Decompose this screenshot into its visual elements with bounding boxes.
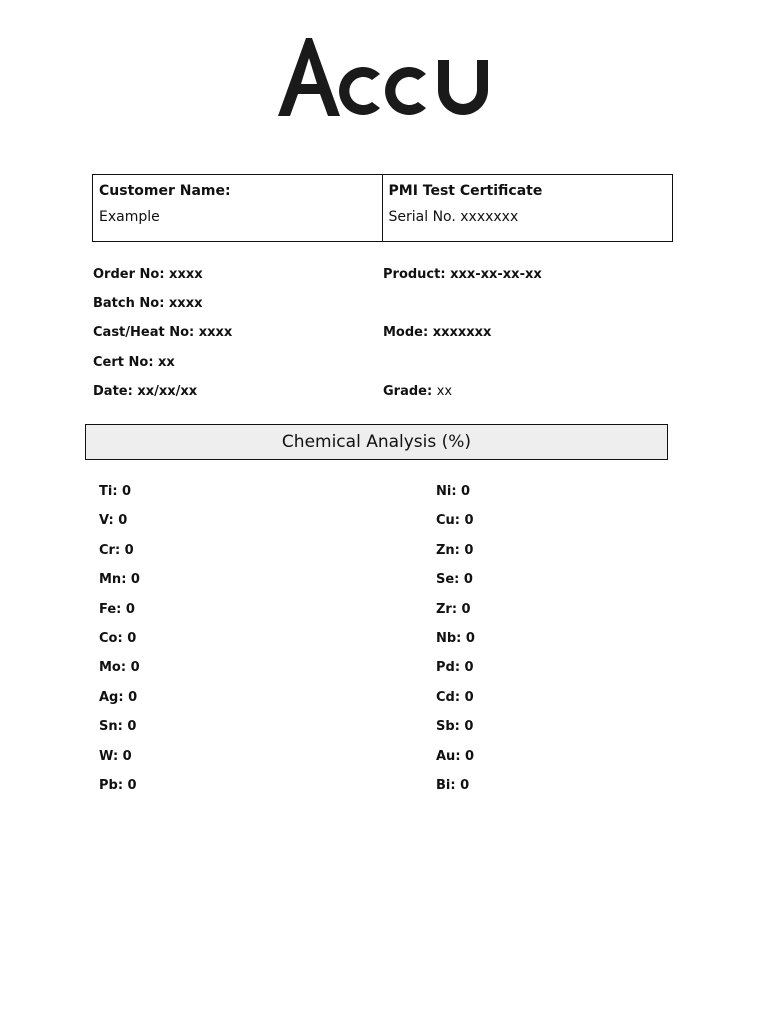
customer-cell: [93, 175, 383, 241]
element-ag: Ag: 0: [99, 689, 138, 705]
accu-logo-graphic: [276, 34, 492, 120]
element-zn: Zn: 0: [436, 542, 474, 558]
element-bi: Bi: 0: [436, 777, 470, 793]
chemical-analysis-title: Chemical Analysis (%): [85, 424, 668, 460]
serial-number: Serial No. xxxxxxx: [388, 209, 519, 225]
element-zr: Zr: 0: [436, 601, 471, 617]
chemical-analysis-list: [99, 482, 659, 805]
meta-row: [93, 353, 673, 382]
element-nb: Nb: 0: [436, 630, 475, 646]
element-cu: Cu: 0: [436, 513, 474, 529]
meta-row: [93, 265, 673, 294]
company-logo: [276, 34, 492, 120]
element-pb: Pb: 0: [99, 777, 137, 793]
element-cd: Cd: 0: [436, 689, 474, 705]
analysis-column-right: [436, 482, 656, 805]
element-v: V: 0: [99, 513, 128, 529]
cert-no: Cert No: xx: [93, 354, 175, 370]
grade: [383, 382, 673, 411]
element-sn: Sn: 0: [99, 719, 137, 735]
analysis-column-left: [99, 482, 436, 805]
certificate-title: PMI Test Certificate: [388, 183, 543, 199]
element-ni: Ni: 0: [436, 484, 471, 499]
customer-name-value: Example: [99, 209, 160, 225]
element-co: Co: 0: [99, 630, 137, 646]
grade-label: Grade:: [383, 383, 433, 399]
meta-row: [93, 323, 673, 352]
element-mo: Mo: 0: [99, 660, 140, 676]
product: Product: xxx-xx-xx-xx: [383, 267, 542, 282]
element-ti: Ti: 0: [99, 484, 132, 499]
meta-row: [93, 382, 673, 411]
order-no: Order No: xxxx: [93, 267, 203, 282]
element-cr: Cr: 0: [99, 542, 134, 558]
element-au: Au: 0: [436, 748, 475, 764]
date: Date: xx/xx/xx: [93, 383, 198, 399]
mode: Mode: xxxxxxx: [383, 325, 492, 341]
certificate-header-box: [92, 174, 673, 242]
element-pd: Pd: 0: [436, 660, 474, 676]
batch-no: Batch No: xxxx: [93, 296, 203, 312]
element-sb: Sb: 0: [436, 719, 474, 735]
cast-heat-no: Cast/Heat No: xxxx: [93, 325, 233, 341]
meta-row: [93, 294, 673, 323]
grade-value: xx: [436, 383, 453, 399]
element-fe: Fe: 0: [99, 601, 135, 617]
element-mn: Mn: 0: [99, 572, 140, 588]
element-se: Se: 0: [436, 572, 473, 588]
customer-name-label: Customer Name:: [99, 183, 231, 199]
certificate-details: [93, 265, 673, 411]
certificate-cell: [383, 175, 673, 241]
element-w: W: 0: [99, 748, 132, 764]
meta-empty: [383, 294, 673, 323]
meta-empty: [383, 353, 673, 382]
